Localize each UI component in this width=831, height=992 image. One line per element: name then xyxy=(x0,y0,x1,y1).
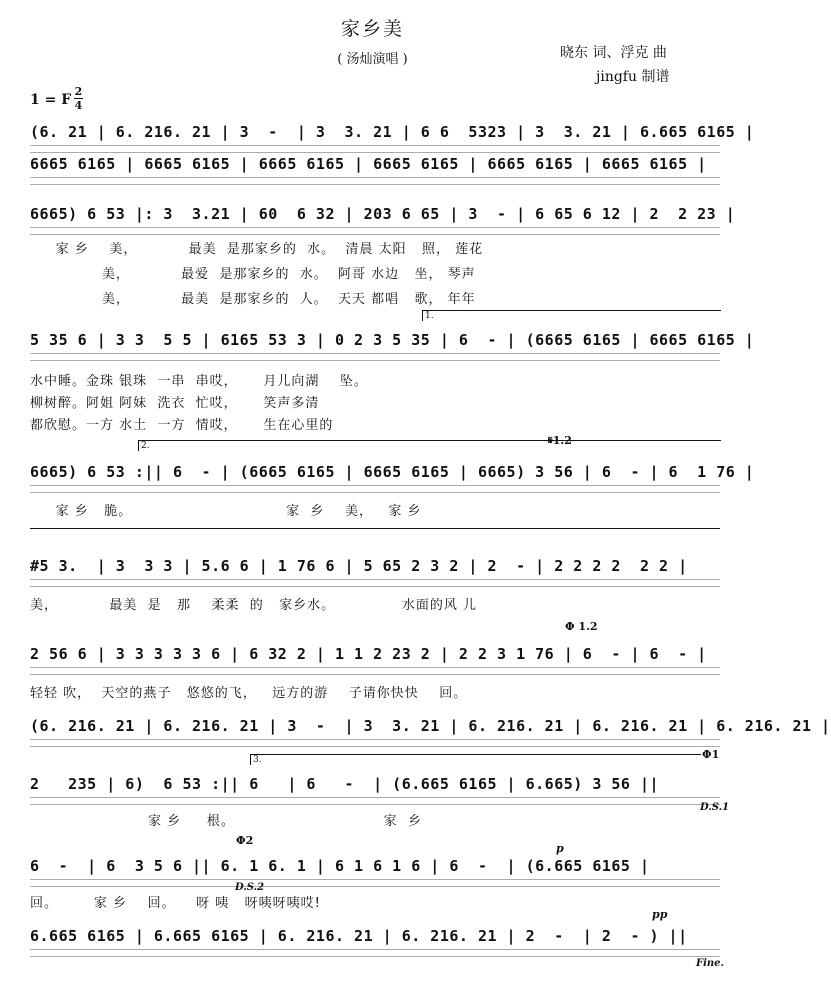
lyric-line: 家 乡 根。 家 乡 xyxy=(30,814,422,829)
rhythm-underline xyxy=(30,227,720,235)
meter-top: 2 xyxy=(74,85,83,98)
dal-segno-marking: D.S.1 xyxy=(700,802,730,813)
second-ending-bracket: 2. xyxy=(138,440,721,451)
lyric-verse-1: 家 乡 美， 最美 是那家乡的 水。 清晨 太阳 照， 莲花 xyxy=(30,242,484,257)
notation-line: (6. 21 | 6. 216. 21 | 3 - | 3 3. 21 | 6 6 5323 | 3 3. 21 | 6.665 6165 | xyxy=(30,123,755,141)
rhythm-underline xyxy=(30,949,720,957)
coda-icon: Φ1 xyxy=(702,748,720,761)
first-ending-bracket: 1. xyxy=(422,310,721,321)
rhythm-underline xyxy=(30,485,720,493)
notation-line: #5 3. | 3 3 3 | 5.6 6 | 1 76 6 | 5 65 2 3 2 | 2 - | 2 2 2 2 2 2 | xyxy=(30,557,688,575)
notation-line: (6. 216. 21 | 6. 216. 21 | 3 - | 3 3. 21 | 6. 216. 21 | 6. 216. 21 | 6. 216. 21 | xyxy=(30,717,831,735)
lyric-verse-1: 水中睡。金珠 银珠 一串 串哎， 月儿向湖 坠。 xyxy=(30,374,368,389)
rhythm-underline xyxy=(30,797,720,805)
lyric-verse-3: 美， 最美 是那家乡的 人。 天天 都唱 歌， 年年 xyxy=(30,292,476,307)
notation-line: 6665 6165 | 6665 6165 | 6665 6165 | 6665 6165 | 6665 6165 | 6665 6165 | xyxy=(30,155,707,173)
coda-icon: Φ2 xyxy=(236,834,254,847)
lyric-line: 美， 最美 是 那 柔柔 的 家乡水。 水面的风 儿 xyxy=(30,598,478,613)
coda-icon: Φ 1.2 xyxy=(565,620,598,633)
lyric-line: 家 乡 脆。 家 乡 美， 家 乡 xyxy=(30,504,422,519)
notation-line: 6665) 6 53 |: 3 3.21 | 60 6 32 | 203 6 65 | 3 - | 6 65 6 12 | 2 2 23 | xyxy=(30,205,736,223)
section-divider xyxy=(30,528,720,529)
rhythm-underline xyxy=(30,353,720,361)
rhythm-underline xyxy=(30,739,720,747)
segno-icon: 𝄋1.2 xyxy=(548,434,572,447)
performer-subtitle: ( 汤灿演唱 ) xyxy=(337,52,408,67)
dal-segno-marking: D.S.2 xyxy=(235,882,265,893)
lyric-verse-3: 都欣慰。一方 水土 一方 情哎， 生在心里的 xyxy=(30,418,334,433)
dynamic-marking: pp xyxy=(652,908,668,921)
rhythm-underline xyxy=(30,579,720,587)
third-ending-bracket: 3. xyxy=(250,754,701,765)
song-title: 家乡美 xyxy=(340,18,404,40)
lyric-verse-2: 柳树醉。阿姐 阿妹 洗衣 忙哎， 笑声多清 xyxy=(30,396,320,411)
rhythm-underline xyxy=(30,879,720,887)
lyric-line: 回。 家 乡 回。 呀 咦 呀咦呀咦哎! xyxy=(30,896,321,911)
notation-line: 2 235 | 6) 6 53 :|| 6 | 6 - | (6.665 6165 | 6.665) 3 56 || xyxy=(30,775,660,793)
notation-line: 6.665 6165 | 6.665 6165 | 6. 216. 21 | 6. 216. 21 | 2 - | 2 - ) || xyxy=(30,927,688,945)
rhythm-underline xyxy=(30,667,720,675)
lyric-line: 轻轻 吹， 天空的燕子 悠悠的飞， 远方的游 子请你快快 回。 xyxy=(30,686,468,701)
rhythm-underline xyxy=(30,177,720,185)
notation-line: 2 56 6 | 3 3 3 3 3 6 | 6 32 2 | 1 1 2 23 2 | 2 2 3 1 76 | 6 - | 6 - | xyxy=(30,645,707,663)
lyric-verse-2: 美， 最爱 是那家乡的 水。 阿哥 水边 坐， 琴声 xyxy=(30,267,476,282)
notation-line: 6 - | 6 3 5 6 || 6. 1 6. 1 | 6 1 6 1 6 | 6 - | (6.665 6165 | xyxy=(30,857,650,875)
fine-marking: Fine. xyxy=(696,958,725,969)
meter-bottom: 4 xyxy=(74,99,83,112)
time-signature xyxy=(74,86,83,111)
dynamic-marking: p xyxy=(556,842,564,855)
arranger-credit: jingfu 制谱 xyxy=(596,69,670,85)
key-signature: 1 = F xyxy=(30,92,72,108)
lyricist-composer-credits: 晓东 词、浮克 曲 xyxy=(560,45,667,61)
notation-line: 5 35 6 | 3 3 5 5 | 6165 53 3 | 0 2 3 5 35 | 6 - | (6665 6165 | 6665 6165 | xyxy=(30,331,755,349)
notation-line: 6665) 6 53 :|| 6 - | (6665 6165 | 6665 6165 | 6665) 3 56 | 6 - | 6 1 76 | xyxy=(30,463,755,481)
